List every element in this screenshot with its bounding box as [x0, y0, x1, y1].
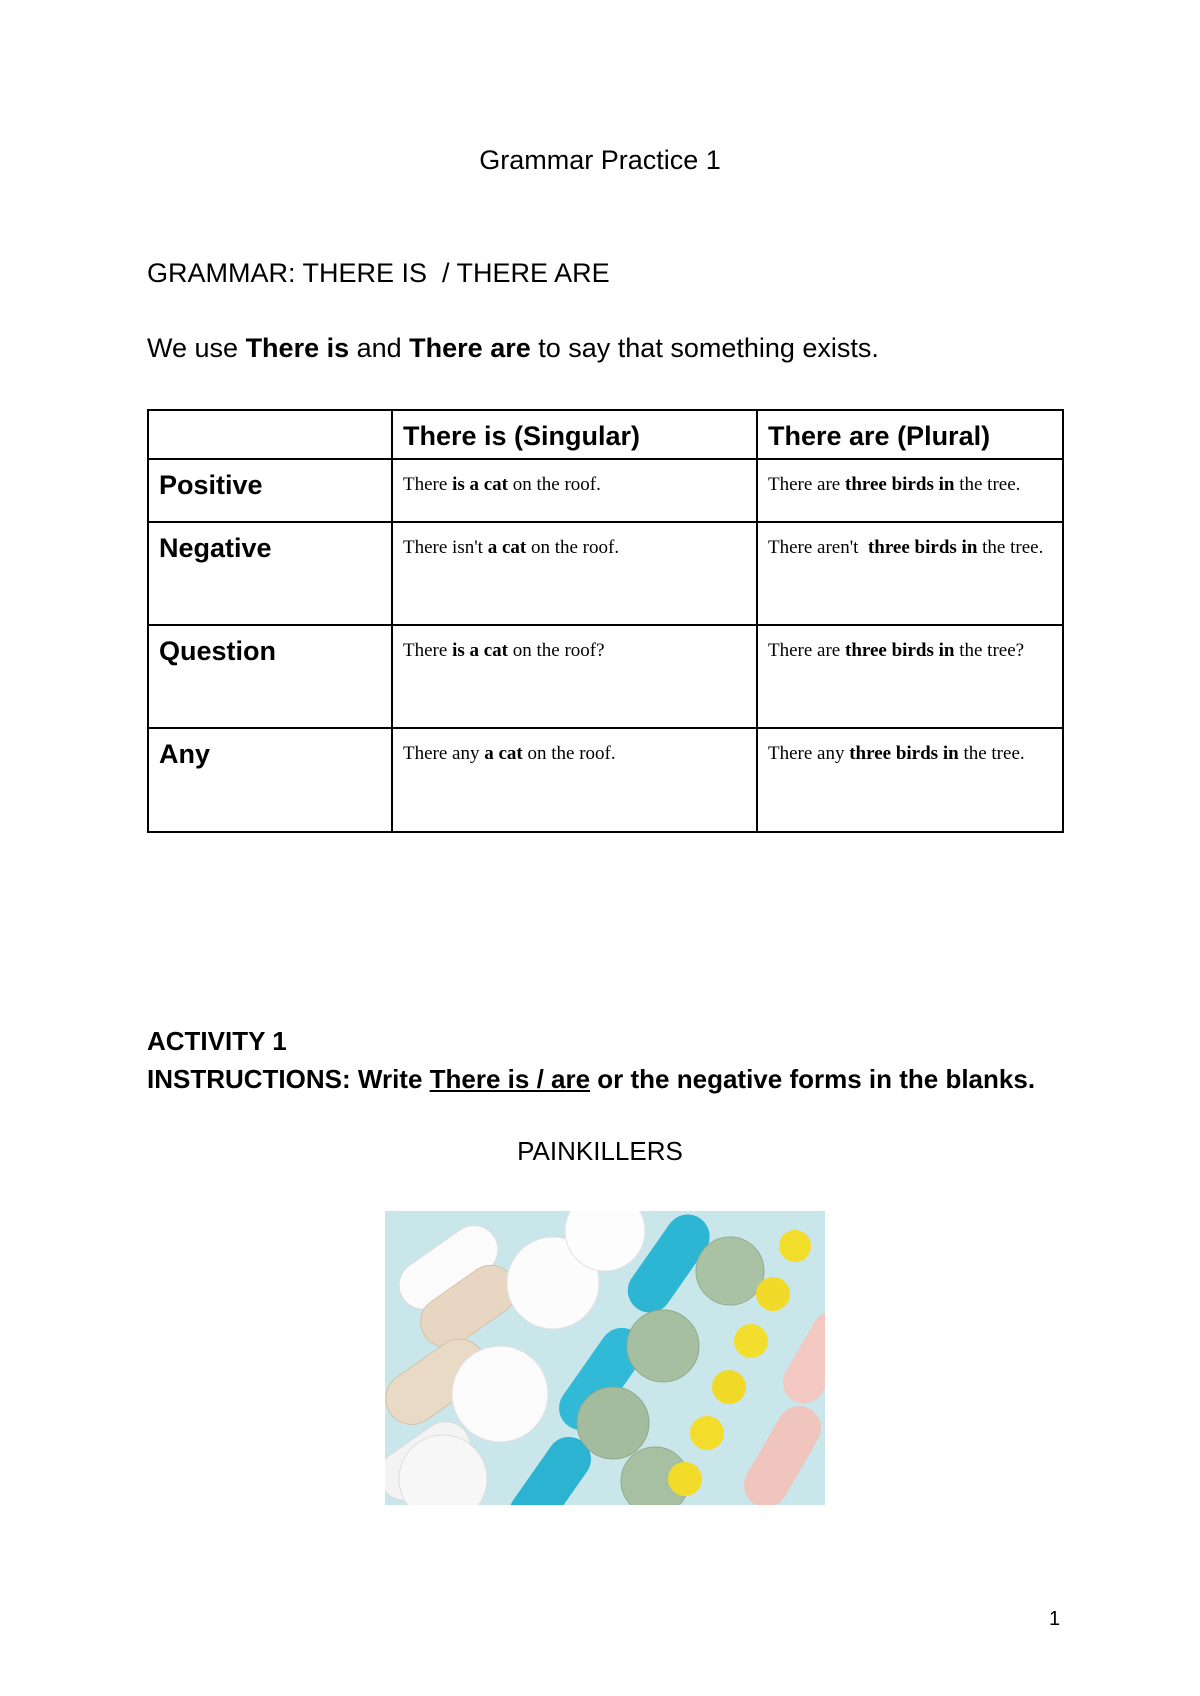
table-row [148, 459, 1063, 522]
row-label-negative: Negative [148, 522, 392, 625]
grammar-heading: GRAMMAR: THERE IS / THERE ARE [147, 258, 610, 288]
plural-example: There any three birds in the tree. [757, 728, 1063, 832]
document-title: Grammar Practice 1 [479, 145, 721, 175]
table-corner-cell [148, 410, 392, 459]
activity-section [147, 1022, 1047, 1098]
header-singular: There is (Singular) [392, 410, 757, 459]
singular-example: There is a cat on the roof. [392, 459, 757, 522]
activity-instructions: INSTRUCTIONS: Write There is / are or the negative forms in the blanks. [147, 1064, 1036, 1094]
row-label-positive: Positive [148, 459, 392, 522]
singular-example: There isn't a cat on the roof. [392, 522, 757, 625]
pills-photo [385, 1211, 825, 1505]
singular-example: There any a cat on the roof. [392, 728, 757, 832]
activity-subtitle: PAINKILLERS [517, 1136, 683, 1166]
row-label-question: Question [148, 625, 392, 728]
plural-example: There are three birds in the tree. [757, 459, 1063, 522]
table-row [148, 728, 1063, 832]
activity-title: ACTIVITY 1 [147, 1026, 287, 1056]
grammar-table [147, 409, 1064, 833]
row-label-any: Any [148, 728, 392, 832]
table-row [148, 625, 1063, 728]
intro-sentence: We use There is and There are to say that something exists. [147, 333, 879, 363]
pills-illustration [385, 1211, 825, 1505]
singular-example: There is a cat on the roof? [392, 625, 757, 728]
plural-example: There aren't three birds in the tree. [757, 522, 1063, 625]
header-plural: There are (Plural) [757, 410, 1063, 459]
plural-example: There are three birds in the tree? [757, 625, 1063, 728]
table-row [148, 522, 1063, 625]
table-header-row [148, 410, 1063, 459]
page-number: 1 [1049, 1608, 1061, 1630]
